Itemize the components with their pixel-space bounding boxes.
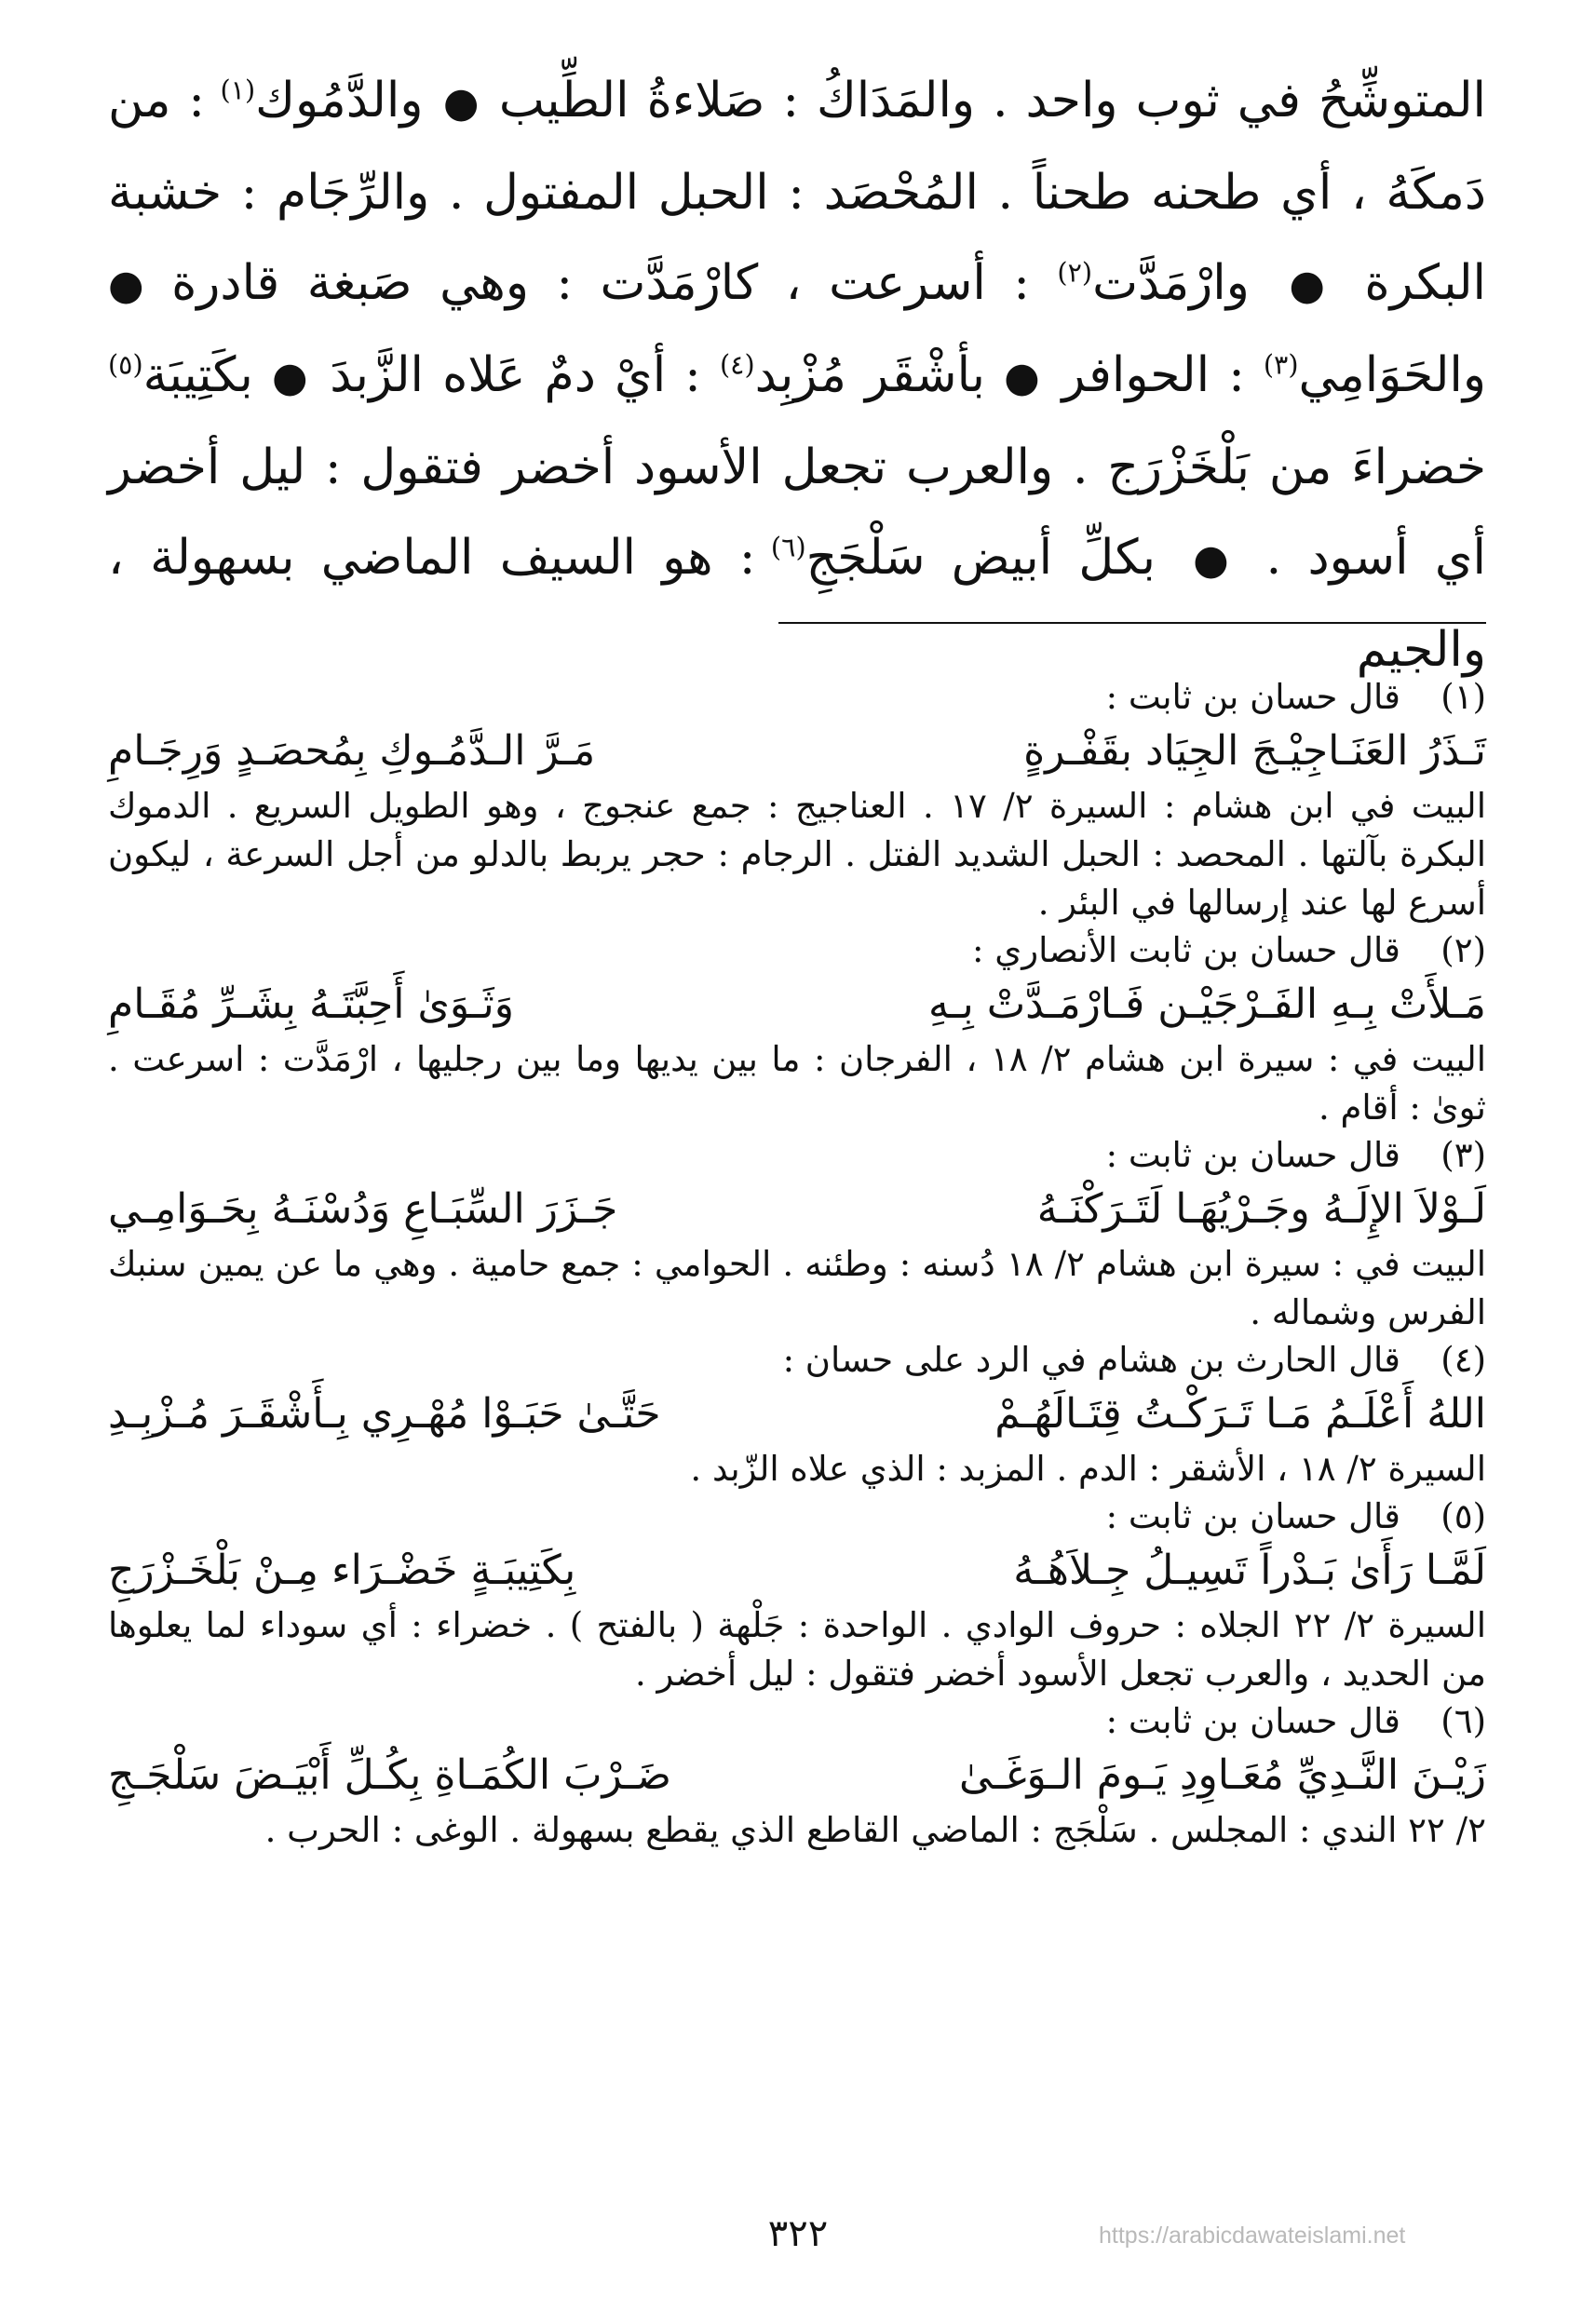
main-text-run: بكلِّ أبيض سَلْجَجِ: [805, 530, 1183, 586]
main-text-run: : هو السيف الماضي بسهولة ، والجيم: [108, 530, 1486, 678]
main-text-run: والدَّمُوك: [255, 73, 441, 128]
footnote-text: ٢/ ٢٢ الندي : المجلس . سَلْجَج : الماضي القاطع الذي يقطع بسهولة . الوغى : الحرب .: [264, 1810, 1486, 1850]
footnote-number: (٦): [1440, 1701, 1486, 1741]
watermark: https://arabicdawateislami.net: [1099, 2223, 1406, 2249]
footnote-intro: قال حسان بن ثابت :: [1105, 1496, 1400, 1536]
verse-second-hemistich: وَثَـوَىٰ أَحِبَّتَـهُ بِشَـرِّ مُقَـامِ: [108, 980, 515, 1028]
verse-second-hemistich: حَتَّـىٰ حَبَـوْا مُهْـرِي بِـأَشْقَـرَ مُـزْبِـدِ: [108, 1390, 661, 1438]
main-text-run: : من دَمكَهُ ، أي طحنه طحناً . المُحْصَد : الحبل المفتول . والرِّجَام : خشبة البكرة: [108, 73, 1486, 311]
footnote-number: (١): [1440, 677, 1486, 717]
footnote-text: البيت في ابن هشام : السيرة ٢/ ١٧ . العناجيج : جمع عنجوج ، وهو الطويل السريع . الدموك البكرة بآلتها . المحصد : الحبل الشديد الفتل . الرجام : حجر يربط بالدلو من أجل السرعة ، ليكون أسرع لها عند إرسالها في البئر .: [108, 786, 1486, 923]
poem-verse: [108, 974, 1486, 1035]
poem-verse: [108, 1384, 1486, 1445]
bullet-icon: ●: [440, 79, 481, 127]
footnote: [108, 1698, 1486, 1855]
poem-verse: [108, 721, 1486, 782]
poem-verse: [108, 1540, 1486, 1601]
footnote-ref[interactable]: (٥): [108, 348, 143, 381]
main-text-run: : أسرعت ، كارْمَدَّت : وهي صَبغة قادرة: [143, 255, 1058, 311]
footnote-ref[interactable]: (٣): [1263, 348, 1299, 381]
bullet-icon: ●: [108, 262, 144, 309]
footnote-ref[interactable]: (٤): [719, 348, 755, 381]
verse-second-hemistich: ضَـرْبَ الكُمَـاةِ بِكُـلِّ أَبْيَـضَ سَلْجَـجِ: [108, 1751, 672, 1799]
main-text-run: والحَوَامِي: [1298, 347, 1486, 403]
footnote-number: (٤): [1440, 1340, 1486, 1380]
poem-verse: [108, 1179, 1486, 1240]
footnote-number: (٢): [1440, 930, 1486, 970]
poem-verse: [108, 1745, 1486, 1806]
verse-second-hemistich: جَـزَرَ السِّبَـاعِ وَدُسْنَـهُ بِحَـوَامِـي: [108, 1185, 618, 1233]
page-number: ٣٢٢: [767, 2212, 829, 2255]
footnote-text: البيت في : سيرة ابن هشام ٢/ ١٨ ، الفرجان : ما بين يديها وما بين رجليها ، ارْمَدَّت : اسرعت . ثوىٰ : أقام .: [108, 1039, 1487, 1128]
footnote: [108, 927, 1486, 1132]
footnote-intro: قال حسان بن ثابت :: [1105, 1701, 1400, 1741]
footnote-text: السيرة ٢/ ١٨ ، الأشقر : الدم . المزبد : الذي علاه الزّبد .: [690, 1449, 1486, 1489]
footnote-intro: قال حسان بن ثابت :: [1105, 1135, 1400, 1175]
footnote-intro: قال الحارث بن هشام في الرد على حسان :: [782, 1340, 1400, 1380]
main-text-run: المتوشِّحُ في ثوب واحد . والمَدَاكُ : صَلاءةُ الطِّيب: [480, 73, 1487, 128]
bullet-icon: ●: [1004, 354, 1044, 401]
footnote-number: (٣): [1440, 1135, 1486, 1175]
footnote-text: السيرة ٢/ ٢٢ الجلاه : حروف الوادي . الواحدة : جَلْهة ( بالفتح ) . خضراء : أي سوداء لما يعلوها من الحديد ، والعرب تجعل الأسود أخضر فتقول : ليل أخضر .: [108, 1605, 1486, 1694]
footnote-ref[interactable]: (١): [220, 74, 256, 106]
footnote: [108, 1132, 1486, 1337]
bullet-icon: ●: [1182, 536, 1240, 584]
main-text-run: : الحوافر: [1043, 347, 1264, 403]
footnote-ref[interactable]: (٦): [770, 531, 806, 563]
main-text-run: : أيْ دمٌ عَلاه الزَّبدَ: [311, 347, 720, 403]
footnote-intro: قال حسان بن ثابت الأنصاري :: [972, 930, 1400, 970]
verse-first-hemistich: زَيْـنَ النَّـدِيِّ مُعَـاوِدِ يَـومَ الـوَغَـىٰ: [958, 1751, 1486, 1799]
verse-first-hemistich: اللهُ أَعْلَـمُ مَـا تَـرَكْـتُ قِتَـالَهُـمْ: [994, 1390, 1486, 1438]
main-text: [108, 56, 1486, 696]
main-text-run: بأشْقَر مُزْبِد: [754, 347, 1005, 403]
footnote-separator: [778, 622, 1486, 624]
bullet-icon: ●: [1277, 262, 1337, 309]
footnote-intro: قال حسان بن ثابت :: [1105, 677, 1400, 717]
main-text-run: خضراءَ من بَلْخَزْرَج . والعرب تجعل الأسود أخضر فتقول : ليل أخضر أي أسود .: [108, 439, 1486, 586]
footnote-ref[interactable]: (٢): [1057, 256, 1093, 289]
verse-first-hemistich: لَـوْلاَ الإِلَـهُ وجَـرْيُهَـا لَتَـرَكْنَـهُ: [1036, 1185, 1486, 1233]
main-text-run: وارْمَدَّت: [1092, 255, 1278, 311]
footnote: [108, 1493, 1486, 1698]
verse-first-hemistich: تَـذَرُ العَنَـاجِيْـجَ الجِيَاد بقَفْـرةٍ: [1023, 727, 1486, 775]
verse-first-hemistich: لَمَّـا رَأَىٰ بَـدْراً تَسِيـلُ جِـلاَهُـهُ: [1013, 1547, 1486, 1594]
footnotes: [108, 674, 1486, 1855]
footnote-number: (٥): [1440, 1496, 1486, 1536]
footnote: [108, 1337, 1486, 1493]
verse-second-hemistich: بِكَتِيبَـةٍ خَضْـرَاء مِـنْ بَلْخَـزْرَجِ: [108, 1547, 576, 1594]
verse-first-hemistich: مَـلأَتْ بِـهِ الفَـرْجَيْـن فَـارْمَـدَّتْ بِـهِ: [927, 980, 1486, 1028]
footnote: [108, 674, 1486, 927]
footnote-text: البيت في : سيرة ابن هشام ٢/ ١٨ دُسنه : وطئنه . الحوامي : جمع حامية . وهي ما عن يمين سنبك الفرس وشماله .: [108, 1244, 1486, 1332]
bullet-icon: ●: [271, 354, 312, 401]
main-text-run: بكَتِيبَة: [142, 347, 272, 403]
verse-second-hemistich: مَـرَّ الـدَّمُـوكِ بِمُحصَـدٍ وَرِجَـامِ: [108, 727, 596, 775]
